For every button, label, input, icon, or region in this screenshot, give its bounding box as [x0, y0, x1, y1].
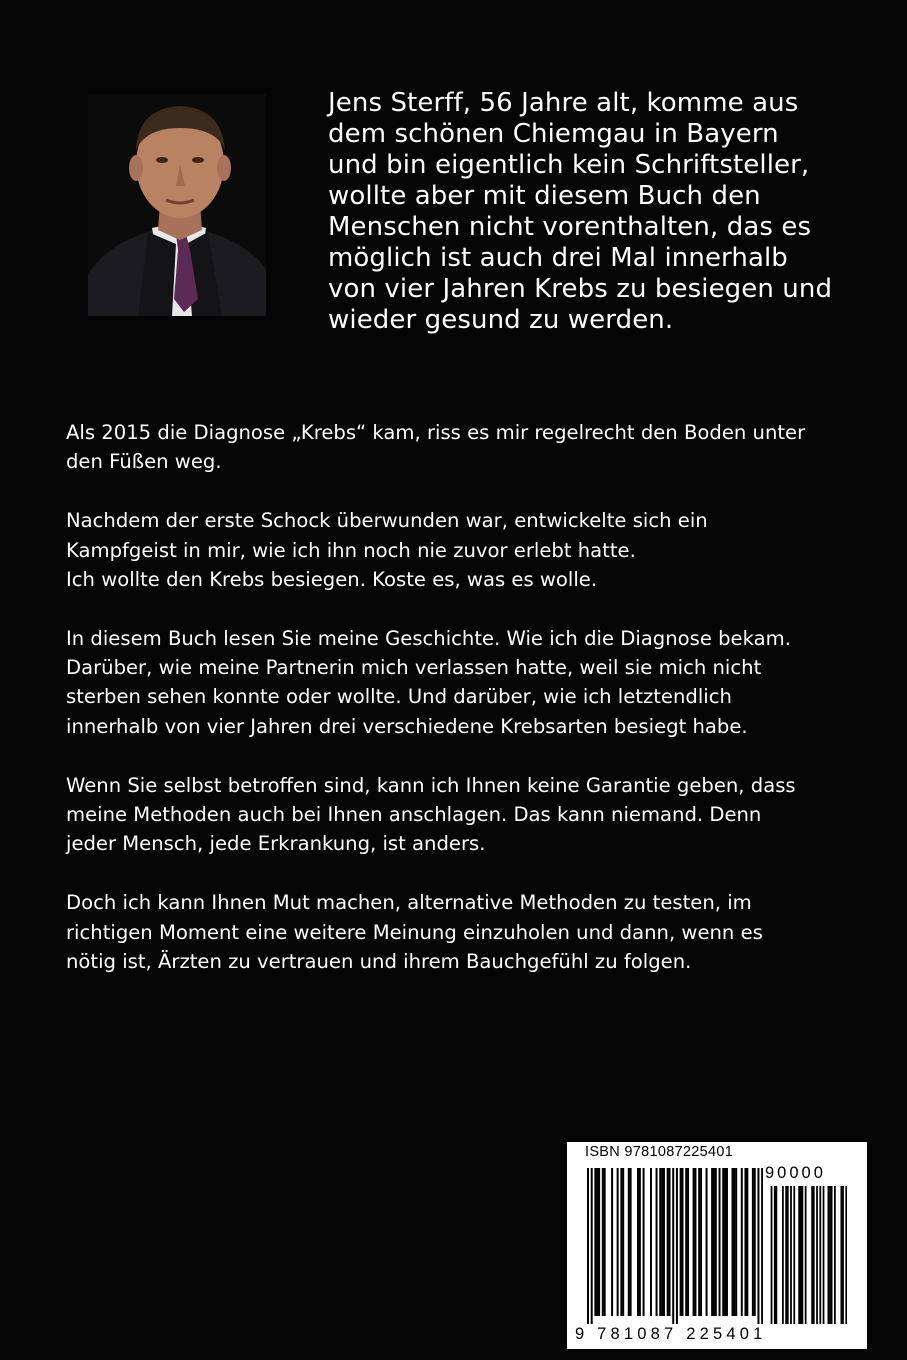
author-bio-line: wieder gesund zu werden.: [328, 305, 674, 335]
barcode-bar: [661, 1168, 663, 1316]
barcode-bar: [757, 1168, 759, 1324]
barcode-bar: [659, 1168, 661, 1316]
addon-bar: [802, 1186, 804, 1324]
barcode-bar: [656, 1168, 658, 1316]
barcode-bar: [752, 1168, 754, 1316]
barcode-bar: [628, 1168, 630, 1316]
barcode-bar: [711, 1168, 713, 1316]
addon-bar: [774, 1186, 776, 1324]
author-bio-line: und bin eigentlich kein Schriftsteller,: [328, 150, 810, 180]
addon-bar: [785, 1186, 787, 1324]
barcode-bar: [715, 1168, 717, 1316]
isbn-label: ISBN 9781087225401: [585, 1144, 734, 1160]
barcode-bar: [741, 1168, 743, 1316]
barcode-bar: [643, 1168, 645, 1316]
barcode-bar: [724, 1168, 726, 1316]
barcode-bar: [694, 1168, 696, 1316]
blurb-line: jeder Mensch, jede Erkrankung, ist anders.: [66, 832, 486, 856]
barcode-bar: [713, 1168, 715, 1316]
author-bio-line: von vier Jahren Krebs zu besiegen und: [328, 274, 833, 304]
addon-bar: [842, 1186, 844, 1324]
author-bio: [328, 88, 888, 336]
blurb-paragraph: [66, 418, 856, 476]
blurb-line: sterben sehen konnte oder wollte. Und darüber, wie ich letztendlich: [66, 685, 732, 709]
barcode-bar: [685, 1168, 687, 1316]
addon-bar: [831, 1186, 833, 1324]
blurb-paragraph: [66, 888, 856, 976]
blurb-line: Doch ich kann Ihnen Mut machen, alternative Methoden zu testen, im: [66, 891, 752, 915]
barcode-bar: [667, 1168, 669, 1316]
blurb-line: Darüber, wie meine Partnerin mich verlassen hatte, weil sie mich nicht: [66, 656, 762, 680]
barcode-bar: [735, 1168, 737, 1316]
barcode-bar: [637, 1168, 639, 1316]
barcode-bar: [630, 1168, 632, 1316]
isbn-barcode: [567, 1142, 867, 1349]
barcode-bar: [732, 1168, 734, 1316]
addon-bar: [816, 1186, 818, 1324]
blurb-line: nötig ist, Ärzten zu vertrauen und ihrem Bauchgefühl zu folgen.: [66, 949, 692, 973]
barcode-bar: [680, 1168, 682, 1316]
barcode-bar: [620, 1168, 622, 1316]
barcode-bar: [604, 1168, 606, 1316]
blurb-line: richtigen Moment eine weitere Meinung einzuholen und dann, wenn es: [66, 920, 763, 944]
addon-bar: [845, 1186, 847, 1324]
author-portrait-icon: [88, 94, 266, 316]
book-blurb: [66, 418, 856, 1006]
blurb-line: meine Methoden auch bei Ihnen anschlagen. Das kann niemand. Denn: [66, 803, 762, 827]
barcode-bar: [687, 1168, 689, 1316]
barcode-bar: [744, 1168, 746, 1316]
ean13-barcode: [587, 1168, 763, 1324]
barcode-bar: [622, 1168, 624, 1316]
addon-bar: [790, 1186, 792, 1324]
author-photo: [88, 94, 266, 316]
addon-bar: [776, 1186, 778, 1324]
barcode-bar: [669, 1168, 671, 1316]
addon-bar: [805, 1186, 807, 1324]
blurb-line: Als 2015 die Diagnose „Krebs“ kam, riss es mir regelrecht den Boden unter: [66, 421, 806, 444]
barcode-bar: [598, 1168, 600, 1316]
barcode-bar: [617, 1168, 619, 1316]
barcode-bar: [681, 1168, 683, 1316]
addon-bar: [793, 1186, 795, 1324]
addon-bar: [771, 1186, 773, 1324]
blurb-paragraph: [66, 771, 856, 859]
barcode-bar: [698, 1168, 700, 1316]
blurb-paragraph: [66, 506, 856, 594]
barcode-bar: [706, 1168, 708, 1316]
blurb-line: Kampfgeist in mir, wie ich ihn noch nie zuvor erlebt hatte.: [66, 538, 636, 562]
addon-bar: [800, 1186, 802, 1324]
blurb-line: In diesem Buch lesen Sie meine Geschichte. Wie ich die Diagnose bekam.: [66, 627, 791, 651]
barcode-bar: [722, 1168, 724, 1316]
barcode-bar: [700, 1168, 702, 1316]
addon-bar: [828, 1186, 830, 1324]
blurb-line: Nachdem der erste Schock überwunden war, entwickelte sich ein: [66, 509, 708, 533]
barcode-bar: [676, 1168, 678, 1324]
barcode-bar: [639, 1168, 641, 1316]
author-bio-line: wollte aber mit diesem Buch den: [328, 181, 761, 211]
barcode-bar: [650, 1168, 652, 1316]
addon-digits: 90000: [765, 1164, 826, 1182]
blurb-line: Wenn Sie selbst betroffen sind, kann ich Ihnen keine Garantie geben, dass: [66, 773, 796, 797]
blurb-paragraph: [66, 624, 856, 741]
barcode-bar: [746, 1168, 748, 1316]
author-bio-line: Jens Sterff, 56 Jahre alt, komme aus: [328, 88, 799, 118]
blurb-line: innerhalb von vier Jahren drei verschiedene Krebsarten besiegt habe.: [66, 714, 748, 738]
barcode-bar: [611, 1168, 613, 1316]
barcode-bar: [754, 1168, 756, 1316]
addon-barcode: [769, 1186, 847, 1324]
author-bio-line: dem schönen Chiemgau in Bayern: [328, 119, 779, 149]
addon-bar: [813, 1186, 815, 1324]
author-bio-line: Menschen nicht vorenthalten, das es: [328, 212, 812, 242]
addon-bar: [819, 1186, 821, 1324]
barcode-bar: [726, 1168, 728, 1316]
isbn-digits: 9 781087 225401: [575, 1325, 767, 1343]
barcode-bar: [693, 1168, 695, 1316]
addon-bar: [829, 1186, 831, 1324]
addon-bar: [834, 1186, 836, 1324]
barcode-bar: [587, 1168, 589, 1324]
barcode-bar: [663, 1168, 665, 1316]
addon-bar: [841, 1186, 843, 1324]
barcode-bar: [594, 1168, 596, 1316]
barcode-bar: [719, 1168, 721, 1316]
addon-bar: [782, 1186, 784, 1324]
barcode-bar: [591, 1168, 593, 1324]
addon-bar: [798, 1186, 800, 1324]
barcode-bar: [733, 1168, 735, 1316]
barcode-bar: [761, 1168, 763, 1324]
author-bio-line: möglich ist auch drei Mal innerhalb: [328, 243, 788, 273]
addon-bar: [823, 1186, 825, 1324]
addon-bar: [787, 1186, 789, 1324]
blurb-line: Ich wollte den Krebs besiegen. Koste es, was es wolle.: [66, 567, 598, 591]
blurb-line: den Füßen weg.: [66, 450, 222, 474]
barcode-bar: [596, 1168, 598, 1316]
barcode-bar: [602, 1168, 604, 1316]
barcode-bar: [672, 1168, 674, 1324]
addon-bar: [811, 1186, 813, 1324]
